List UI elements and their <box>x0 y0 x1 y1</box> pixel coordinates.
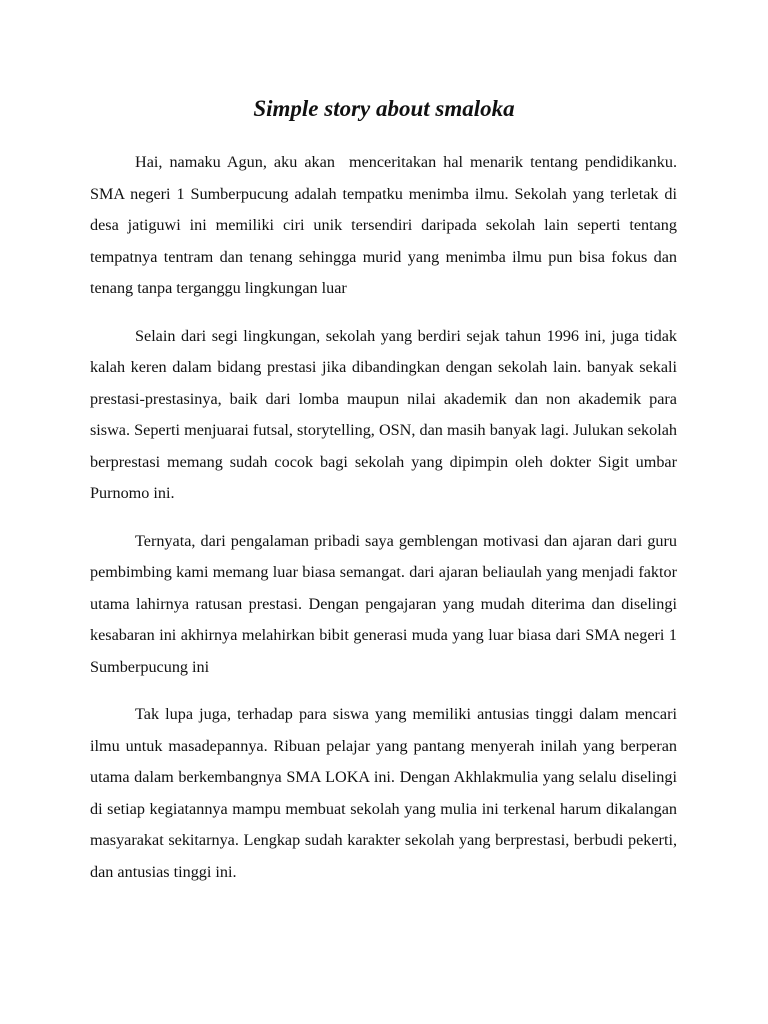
document-body <box>90 147 682 904</box>
paragraph-2: Selain dari segi lingkungan, sekolah yang berdiri sejak tahun 1996 ini, juga tidak kalah keren dalam bidang prestasi jika dibandingkan dengan sekolah lain. banyak sekali prestasi-prestasinya, baik dari lomba maupun nilai akademik dan non akademik para siswa. Seperti menjuarai futsal, storytelling, OSN, dan masih banyak lagi. Julukan sekolah berprestasi memang sudah cocok bagi sekolah yang dipimpin oleh dokter Sigit umbar Purnomo ini. <box>90 326 682 502</box>
document-title: Simple story about smaloka <box>253 96 515 121</box>
paragraph-3: Ternyata, dari pengalaman pribadi saya gemblengan motivasi dan ajaran dari guru pembimbing kami memang luar biasa semangat. dari ajaran beliaulah yang menjadi faktor utama lahirnya ratusan prestasi. Dengan pengajaran yang mudah diterima dan diselingi kesabaran ini akhirnya melahirkan bibit generasi muda yang luar biasa dari SMA negeri 1 Sumberpucung ini <box>90 531 682 676</box>
paragraph-1: Hai, namaku Agun, aku akan menceritakan hal menarik tentang pendidikanku. SMA negeri 1 Sumberpucung adalah tempatku menimba ilmu. Sekolah yang terletak di desa jatiguwi ini memiliki ciri unik tersendiri daripada sekolah lain seperti tentang tempatnya tentram dan tenang sehingga murid yang menimba ilmu pun bisa fokus dan tenang tanpa terganggu lingkungan luar <box>90 153 682 297</box>
paragraph-4: Tak lupa juga, terhadap para siswa yang memiliki antusias tinggi dalam mencari ilmu untuk masadepannya. Ribuan pelajar yang pantang menyerah inilah yang berperan utama dalam berkembangnya SMA LOKA ini. Dengan Akhlakmulia yang selalu diselingi di setiap kegiatannya mampu membuat sekolah yang mulia ini terkenal harum dikalangan masyarakat sekitarnya. Lengkap sudah karakter sekolah yang berprestasi, berbudi pekerti, dan antusias tinggi ini. <box>90 705 682 881</box>
